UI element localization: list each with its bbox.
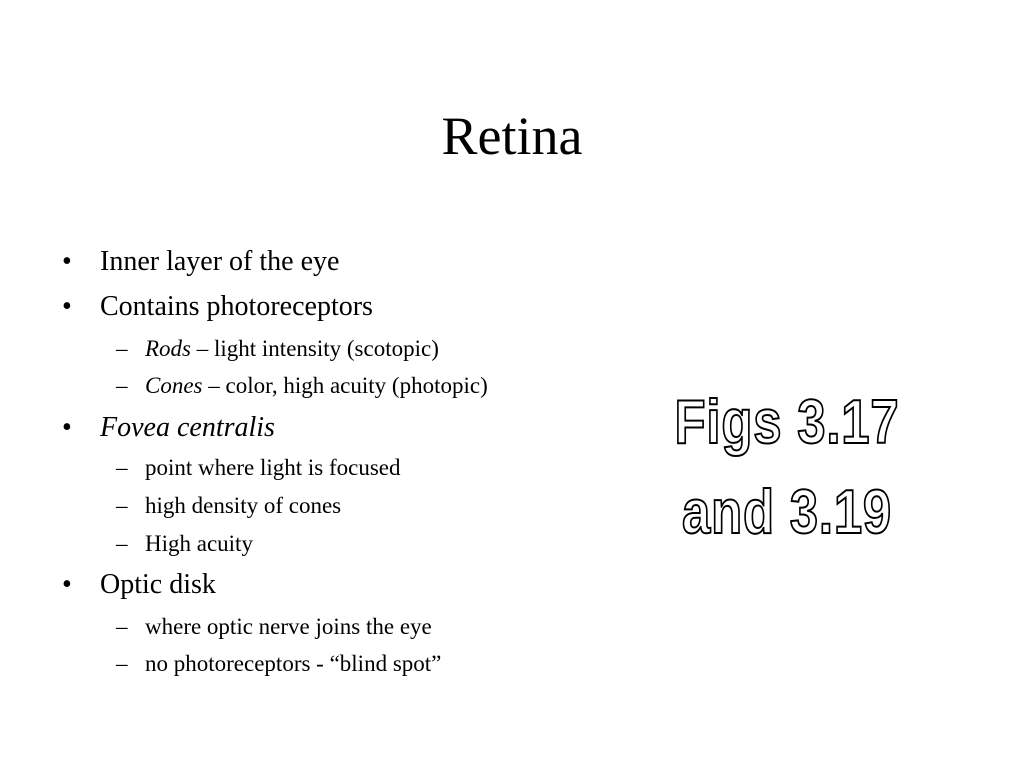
bullet-text: Fovea centralis [100,412,275,443]
bullet-text: Inner layer of the eye [100,246,340,277]
dash-glyph: – [116,373,128,398]
rods-description: – light intensity (scotopic) [191,336,439,361]
bullet-text: Optic disk [100,569,216,600]
dash-glyph: – [116,455,128,480]
dash-glyph: – [116,493,128,518]
dash-glyph: – [116,651,128,676]
figure-reference [660,378,914,558]
bullet-glyph: • [62,291,72,322]
term-rods: Rods [145,336,191,361]
bullet-glyph: • [62,412,72,443]
dash-glyph: – [116,531,128,556]
bullet-text: Contains photoreceptors [100,291,373,322]
figure-reference-line-1: Figs 3.17 [674,388,900,457]
sub-item-text: point where light is focused [145,455,401,480]
sub-item-text: where optic nerve joins the eye [145,614,432,639]
dash-glyph: – [116,336,128,361]
bullet-glyph: • [62,569,72,600]
sub-item-text [145,335,439,363]
figure-reference-line-2: and 3.19 [681,478,893,547]
bullet-glyph: • [62,246,72,277]
dash-glyph: – [116,614,128,639]
term-cones: Cones [145,373,203,398]
sub-item-text [145,372,488,400]
sub-item-text: High acuity [145,531,253,556]
cones-description: – color, high acuity (photopic) [202,373,488,398]
sub-item-text: no photoreceptors - “blind spot” [145,651,442,676]
sub-item-text: high density of cones [145,493,342,518]
slide-title: Retina [441,106,583,166]
